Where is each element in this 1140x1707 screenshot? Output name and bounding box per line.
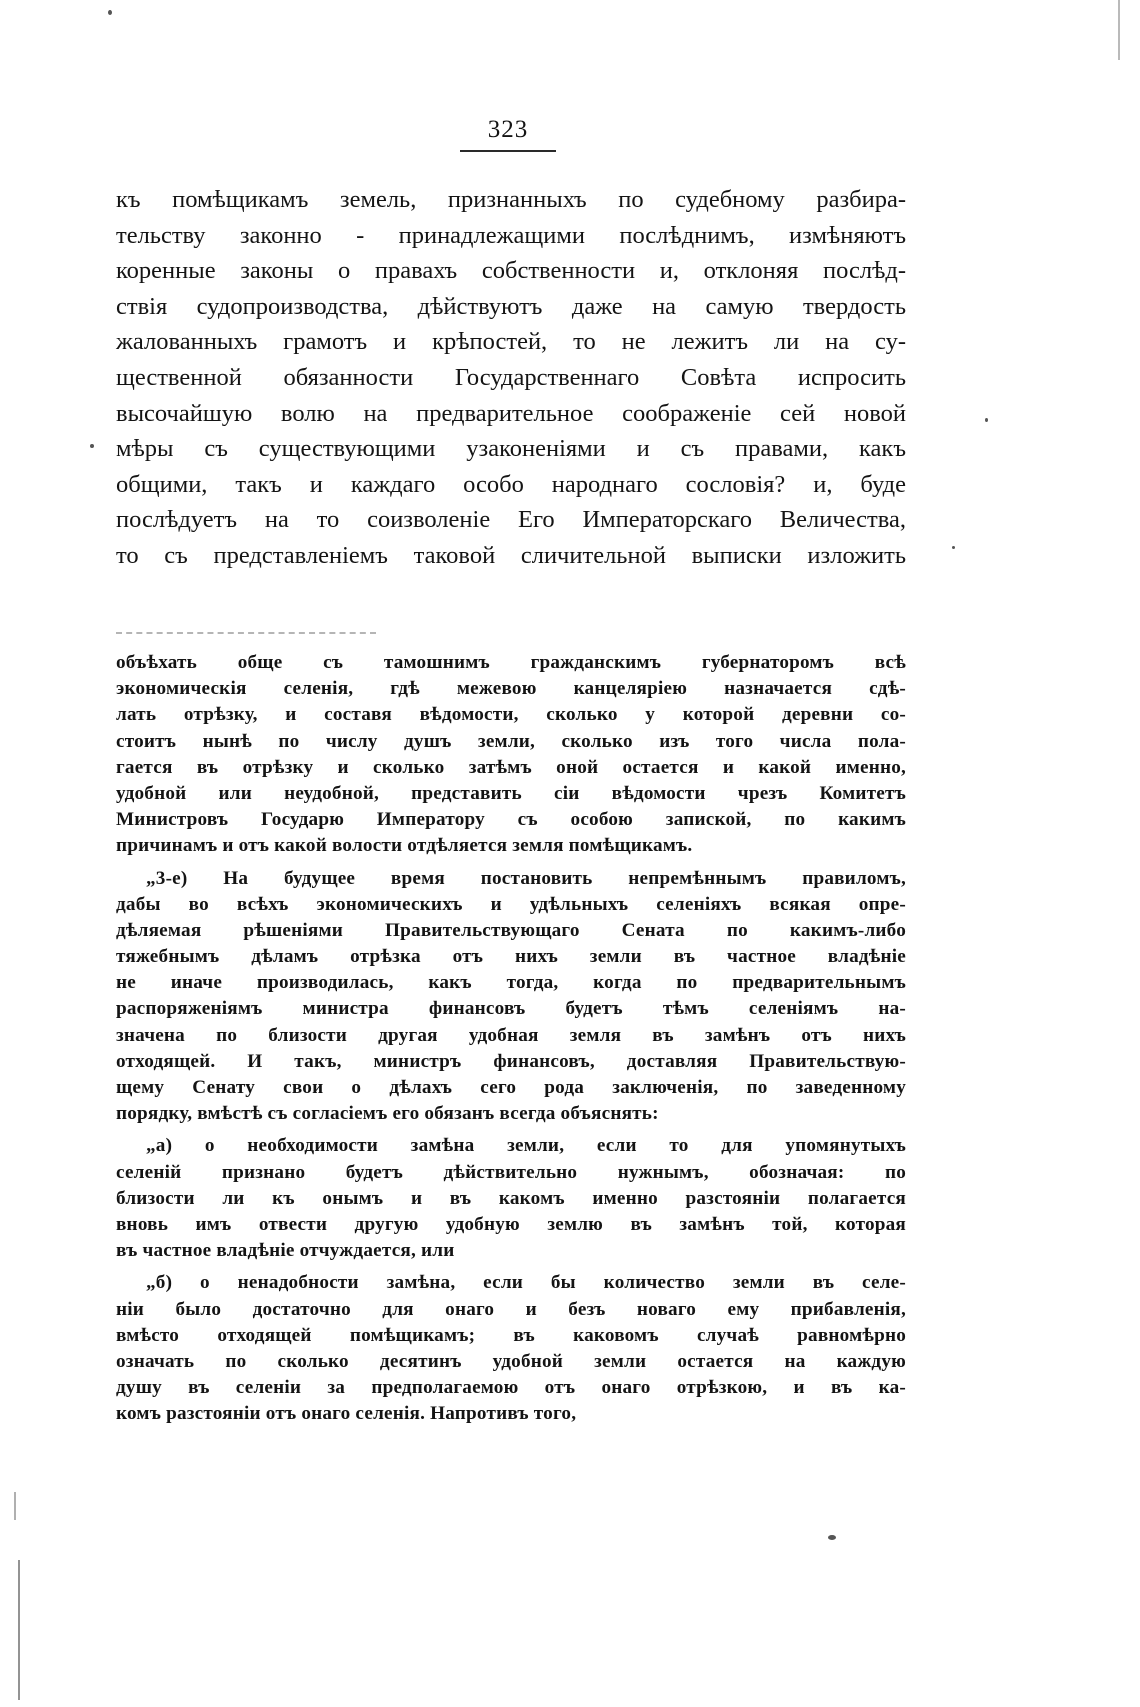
footnote-line: не иначе производилась, какъ тогда, когда по предварительнымъ — [116, 972, 906, 994]
footnote-line: щему Сенату свои о дѣлахъ сего рода заключенія, по заведенному — [116, 1077, 906, 1098]
footnote-line: порядку, вмѣстѣ съ согласіемъ его обязанъ всегда объяснять: — [116, 1103, 659, 1125]
footnote-line: распоряженіямъ министра финансовъ будетъ тѣмъ селеніямъ на- — [116, 998, 906, 1020]
main-text-line: щественной обязанности Государственнаго Совѣта испросить — [116, 363, 906, 391]
footnote-line: стоитъ нынѣ по числу душъ земли, сколько изъ того числа пола- — [116, 730, 906, 752]
page-number-rule — [460, 150, 556, 152]
footnote-paragraph-1 — [116, 650, 906, 860]
main-text-line: жалованныхъ грамотъ и крѣпостей, то не лежитъ ли на су- — [116, 328, 906, 356]
footnote-line: дѣляемая рѣшеніями Правительствующаго Сената по какимъ-либо — [116, 919, 906, 941]
main-text-line: коренные законы о правахъ собственности и, отклоняя послѣд- — [116, 257, 906, 285]
footnote-line: дабы во всѣхъ экономическихъ и удѣльныхъ селеніяхъ всякая опре- — [116, 893, 906, 915]
footnote-line: комъ разстояніи отъ онаго селенія. Напротивъ того, — [116, 1403, 577, 1425]
footnote-paragraph-2 — [116, 866, 906, 1128]
scan-edge-line — [1118, 0, 1120, 60]
footnote-line: „б) о ненадобности замѣна, если бы количество земли въ селе- — [146, 1272, 906, 1294]
footnote-line: селеній признано будетъ дѣйствительно нужнымъ, обозначая: по — [116, 1161, 906, 1183]
footnote-line: означать по сколько десятинъ удобной земли остается на каждую — [116, 1350, 906, 1372]
main-text-line: мѣры съ существующими узаконеніями и съ правами, какъ — [116, 435, 906, 463]
main-text-line: послѣдуетъ на то соизволеніе Его Императорскаго Величества, — [116, 506, 906, 534]
footnote-line: въ частное владѣніе отчуждается, или — [116, 1240, 455, 1262]
footnote-line: объѣхать обще съ тамошнимъ гражданскимъ губернаторомъ всѣ — [116, 652, 906, 673]
main-text-line: то съ представленіемъ таковой сличительной выписки изложить — [116, 541, 906, 569]
main-text-block — [116, 182, 906, 574]
footnote-line: удобной или неудобной, представить сіи вѣдомости чрезъ Комитетъ — [116, 782, 906, 804]
footnote-line: ніи было достаточно для онаго и безъ новаго ему прибавленія, — [116, 1298, 906, 1320]
scan-speck — [952, 546, 955, 549]
footnote-line: близости ли къ онымъ и въ какомъ именно разстояніи полагается — [116, 1187, 906, 1209]
scan-speck — [985, 418, 988, 422]
main-text-line: къ помѣщикамъ земель, признанныхъ по судебному разбира- — [116, 186, 906, 213]
footnote-line: экономическія селенія, гдѣ межевою канцеляріею назначается сдѣ- — [116, 678, 906, 700]
footnote-line: значена по близости другая удобная земля въ замѣнъ отъ нихъ — [116, 1024, 906, 1046]
scan-speck — [828, 1535, 836, 1540]
footnote-line: лать отрѣзку, и составя вѣдомости, сколько у которой деревни со- — [116, 704, 906, 726]
scan-speck — [108, 10, 112, 15]
scan-edge-line — [14, 1492, 16, 1520]
footnote-line: „3-е) На будущее время постановить непремѣннымъ правиломъ, — [146, 867, 906, 889]
footnote-line: вмѣсто отходящей помѣщикамъ; въ каковомъ случаѣ равномѣрно — [116, 1324, 906, 1346]
main-text-line: общими, такъ и каждаго особо народнаго сословія? и, буде — [116, 470, 906, 498]
footnote-line: Министровъ Государю Императору съ особою запиской, по какимъ — [116, 809, 906, 831]
footnote-line: причинамъ и отъ какой волости отдѣляется земля помѣщикамъ. — [116, 835, 693, 857]
scan-edge-line — [18, 1560, 20, 1700]
footnote-separator — [116, 632, 376, 634]
footnote-line: тяжебнымъ дѣламъ отрѣзка отъ нихъ земли въ частное владѣніе — [116, 946, 906, 968]
page-number: 323 — [487, 116, 529, 143]
footnote-paragraph-4 — [116, 1270, 906, 1427]
footnote-line: душу въ селеніи за предполагаемою отъ онаго отрѣзкою, и въ ка- — [116, 1377, 906, 1399]
footnote-line: вновь имъ отвести другую удобную землю въ замѣнъ той, которая — [116, 1213, 906, 1235]
footnote-block — [116, 650, 906, 1427]
main-text-line: ствія судопроизводства, дѣйствуютъ даже на самую твердость — [116, 292, 906, 320]
footnote-paragraph-3 — [116, 1133, 906, 1264]
footnote-line: гается въ отрѣзку и сколько затѣмъ оной остается и какой именно, — [116, 756, 906, 778]
footnote-line: „а) о необходимости замѣна земли, если то для упомянутыхъ — [146, 1135, 906, 1157]
main-text-line: высочайшую волю на предварительное соображеніе сей новой — [116, 399, 906, 427]
scan-speck — [90, 444, 94, 448]
main-text-line: тельству законно - принадлежащими послѣднимъ, измѣняютъ — [116, 221, 906, 249]
footnote-line: отходящей. И такъ, министръ финансовъ, доставляя Правительствую- — [116, 1050, 906, 1072]
